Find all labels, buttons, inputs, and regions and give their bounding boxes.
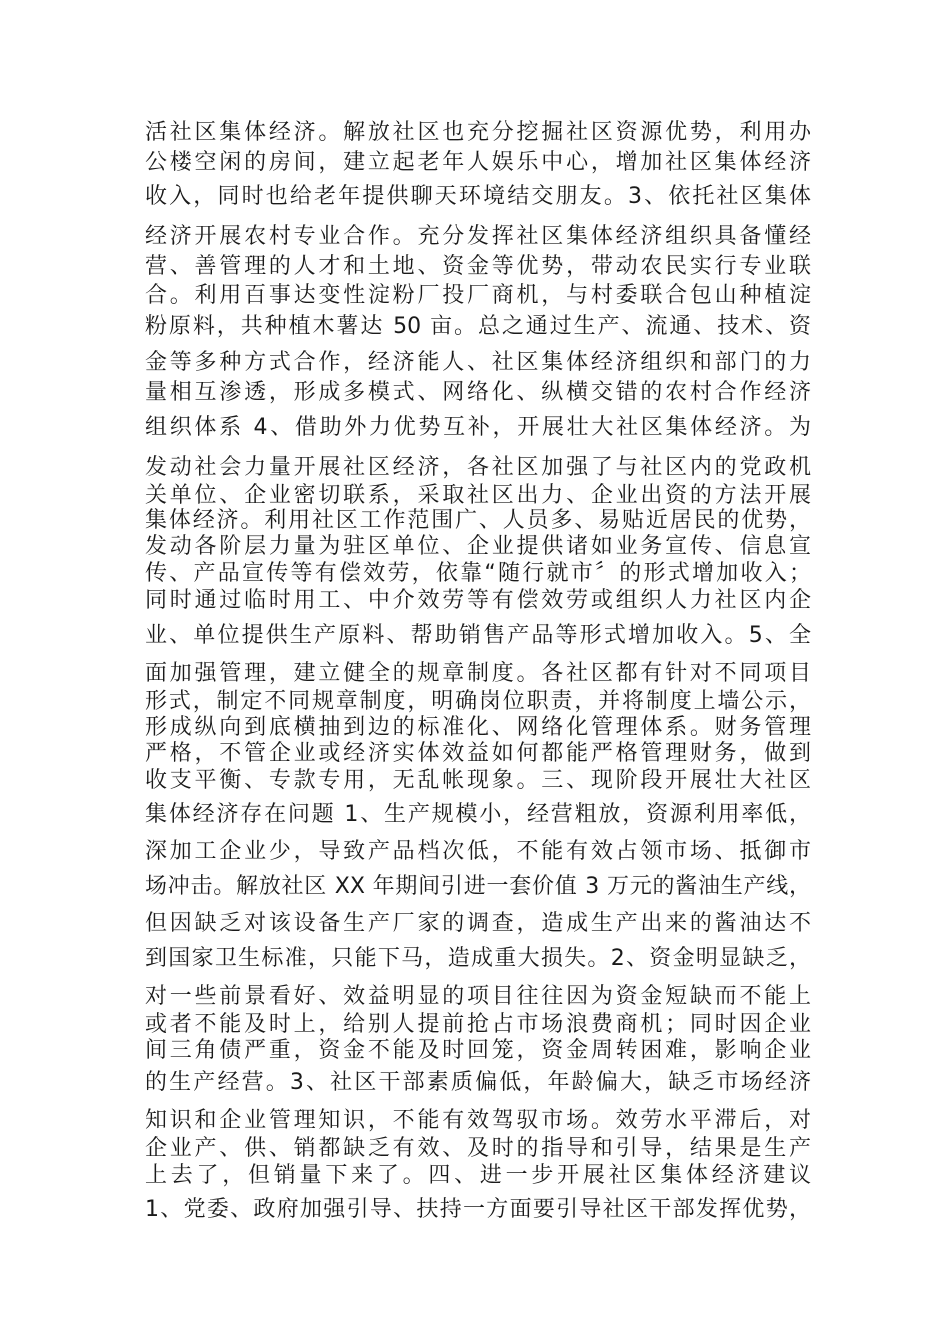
text-line: 量相互渗透，形成多模式、网络化、纵横交错的农村合作经济 [145, 380, 811, 405]
text-line: 上去了，但销量下来了。四、进一步开展社区集体经济建议 [145, 1163, 811, 1188]
text-line: 但因缺乏对该设备生产厂家的调查，造成生产出来的酱油达不 [145, 911, 811, 936]
text-line: 收入，同时也给老年提供聊天环境结交朋友。3、依托社区集体 [145, 184, 811, 209]
text-line: 到国家卫生标准，只能下马，造成重大损失。2、资金明显缺乏， [145, 946, 811, 971]
text-line: 对一些前景看好、效益明显的项目往往因为资金短缺而不能上 [145, 984, 811, 1009]
text-line: 或者不能及时上，给别人提前抢占市场浪费商机；同时因企业 [145, 1012, 811, 1037]
text-line: 收支平衡、专款专用，无乱帐现象。三、现阶段开展壮大社区 [145, 768, 811, 793]
text-line: 经济开展农村专业合作。充分发挥社区集体经济组织具备懂经 [145, 224, 811, 249]
text-line: 深加工企业少，导致产品档次低，不能有效占领市场、抵御市 [145, 839, 811, 864]
text-line: 业、单位提供生产原料、帮助销售产品等形式增加收入。5、全 [145, 623, 811, 648]
text-line: 知识和企业管理知识，不能有效驾驭市场。效劳水平滞后，对 [145, 1108, 811, 1133]
text-line: 同时通过临时用工、中介效劳等有偿效劳或组织人力社区内企 [145, 588, 811, 613]
text-line: 场冲击。解放社区 XX 年期间引进一套价值 3 万元的酱油生产线， [145, 874, 811, 899]
text-line: 合。利用百事达变性淀粉厂投厂商机，与村委联合包山种植淀 [145, 283, 811, 308]
text-line: 集体经济。利用社区工作范围广、人员多、易贴近居民的优势， [145, 508, 811, 533]
text-line: 公楼空闲的房间，建立起老年人娱乐中心，增加社区集体经济 [145, 150, 811, 175]
text-line: 间三角债严重，资金不能及时回笼，资金周转困难，影响企业 [145, 1038, 811, 1063]
text-line: 发动各阶层力量为驻区单位、企业提供诸如业务宣传、信息宣 [145, 534, 811, 559]
text-line: 活社区集体经济。解放社区也充分挖掘社区资源优势，利用办 [145, 120, 811, 145]
text-line: 形成纵向到底横抽到边的标准化、网络化管理体系。财务管理 [145, 715, 811, 740]
text-line: 传、产品宣传等有偿效劳，依靠“随行就市〞的形式增加收入； [145, 561, 811, 586]
text-line: 面加强管理，建立健全的规章制度。各社区都有针对不同项目 [145, 661, 811, 686]
text-line: 粉原料，共种植木薯达 50 亩。总之通过生产、流通、技术、资 [145, 314, 811, 339]
text-line: 金等多种方式合作，经济能人、社区集体经济组织和部门的力 [145, 350, 811, 375]
text-line: 的生产经营。3、社区干部素质偏低，年龄偏大，缺乏市场经济 [145, 1070, 811, 1095]
text-line: 组织体系 4、借助外力优势互补，开展壮大社区集体经济。为 [145, 415, 811, 440]
text-line: 发动社会力量开展社区经济，各社区加强了与社区内的党政机 [145, 455, 811, 480]
text-line: 关单位、企业密切联系，采取社区出力、企业出资的方法开展 [145, 483, 811, 508]
text-line: 集体经济存在问题 1、生产规模小，经营粗放，资源利用率低， [145, 802, 811, 827]
text-line: 1、党委、政府加强引导、扶持一方面要引导社区干部发挥优势， [145, 1197, 811, 1222]
text-line: 企业产、供、销都缺乏有效、及时的指导和引导，结果是生产 [145, 1136, 811, 1161]
text-line: 形式，制定不同规章制度，明确岗位职责，并将制度上墙公示， [145, 689, 811, 714]
text-line: 严格，不管企业或经济实体效益如何都能严格管理财务，做到 [145, 741, 811, 766]
text-line: 营、善管理的人才和土地、资金等优势，带动农民实行专业联 [145, 254, 811, 279]
